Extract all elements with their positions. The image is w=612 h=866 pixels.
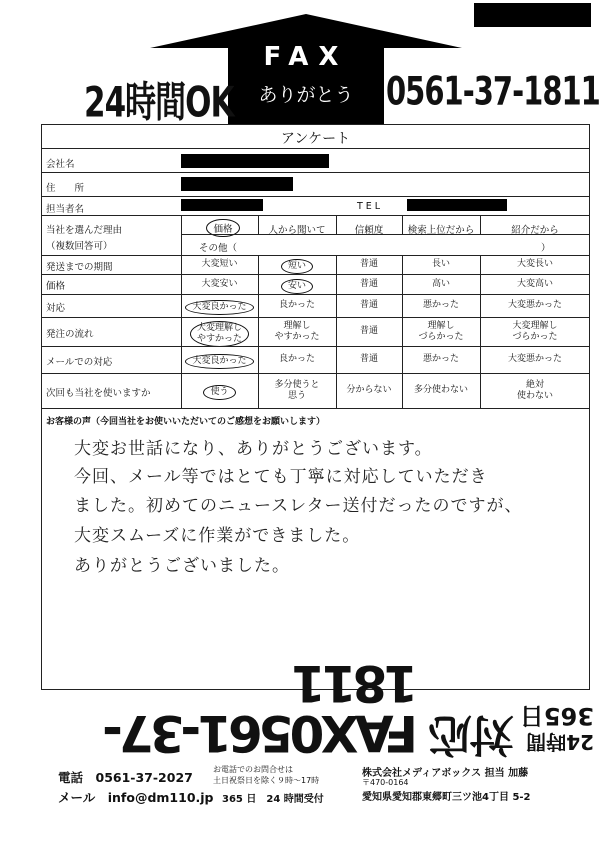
rating-option	[336, 300, 402, 311]
rating-option	[336, 354, 402, 365]
rating-option	[480, 354, 590, 365]
col-line	[402, 215, 403, 234]
company-label: 会社名	[46, 159, 75, 170]
rating-row-label: 対応	[46, 302, 66, 314]
footer-taiou: 対応	[430, 709, 514, 760]
rating-option	[480, 321, 590, 343]
row-divider	[41, 408, 590, 409]
circled-answer: 大変良かった	[185, 300, 253, 315]
reason-opt-2: 人から聞いて	[268, 225, 326, 236]
rating-option-text: 大変悪かった	[507, 300, 562, 310]
rating-option-text: 悪かった	[422, 354, 459, 364]
rating-option	[402, 300, 480, 311]
comment-line-4: 大変スムーズに作業ができました。	[74, 526, 361, 546]
reason-opt-3: 信頼度	[354, 225, 384, 236]
rating-option-text: 理解し づらかった	[418, 320, 464, 342]
rating-option	[181, 300, 258, 315]
rating-option-text: 分からない	[346, 385, 392, 395]
rating-option-text: 絶対 使わない	[516, 379, 553, 401]
rating-option	[480, 380, 590, 402]
row-divider	[41, 373, 590, 374]
rating-option	[181, 354, 258, 369]
rating-option-text: 長い	[431, 259, 450, 269]
rating-option	[336, 259, 402, 270]
rating-option-text: 大変安い	[201, 278, 238, 289]
address-label: 住 所	[46, 183, 85, 194]
address-redacted	[181, 177, 293, 191]
fax-thanks: ありがとう	[258, 84, 354, 106]
footer-inquiry-2: 土日祝祭日を除く９時～17時	[213, 776, 320, 785]
footer-24h: 24時間	[526, 730, 594, 754]
rating-option-text: 良かった	[278, 300, 315, 310]
rating-option-text: 普通	[359, 326, 378, 336]
rating-option	[258, 354, 336, 365]
row-divider	[41, 196, 590, 197]
row-divider	[41, 346, 590, 347]
footer-365: 365日	[519, 702, 594, 730]
rating-row-label: メールでの対応	[46, 356, 113, 368]
rating-option-text: 悪かった	[422, 300, 459, 310]
rating-option-text: 普通	[359, 278, 378, 289]
rating-option	[258, 279, 336, 294]
rating-row-label: 価格	[46, 281, 66, 292]
rating-row-label: 発注の流れ	[46, 328, 94, 340]
footer-flipped-banner	[40, 654, 600, 762]
col-line	[480, 215, 481, 234]
rating-option	[402, 321, 480, 343]
form-title-divider	[41, 148, 590, 149]
rating-option-text: 大変高い	[516, 278, 553, 289]
reason-label: 当社を選んだ理由	[46, 225, 123, 236]
footer-zip: 〒470-0164	[362, 778, 409, 787]
header-24h-ok: 24時間OK	[84, 78, 234, 128]
rating-option-text: 大変短い	[201, 259, 238, 269]
comment-line-5: ありがとうございました。	[74, 556, 290, 576]
rating-row-label: 次回も当社を使いますか	[46, 387, 151, 399]
rating-option	[258, 321, 336, 343]
footer-mail: メール info@dm110.jp	[58, 790, 214, 805]
reason-other-close: ）	[541, 243, 551, 254]
company-redacted	[181, 154, 329, 168]
col-line	[181, 215, 182, 255]
footer-tel: 電話 0561-37-2027	[58, 770, 193, 785]
rating-option	[181, 259, 258, 270]
comment-label: お客様の声（今回当社をお使いいただいてのご感想をお願いします）	[46, 417, 326, 427]
rating-option	[480, 259, 590, 270]
rating-option-text: 理解し やすかった	[274, 320, 320, 342]
rating-option-text: 大変長い	[516, 259, 553, 269]
circled-answer: 使う	[203, 385, 235, 400]
comment-line-2: 今回、メール等ではとても丁寧に対応していただき	[74, 467, 488, 487]
rating-option-text: 大変悪かった	[507, 354, 562, 364]
row-divider	[41, 215, 590, 216]
footer-fax-number: FAX0561-37-1811	[106, 654, 418, 762]
rating-option	[336, 326, 402, 337]
circled-answer: 短い	[281, 259, 313, 274]
circled-answer: 大変理解し やすかった	[190, 321, 249, 347]
rating-option	[402, 385, 480, 396]
row-divider	[41, 172, 590, 173]
reason-other: その他（	[199, 243, 238, 254]
rating-option-text: 高い	[431, 278, 450, 289]
rating-option-text: 良かった	[278, 354, 315, 364]
col-line	[258, 215, 259, 234]
footer-company: 株式会社メディアボックス 担当 加藤	[362, 768, 529, 779]
rating-option-text: 多分使うと 思う	[274, 379, 320, 401]
rating-option	[258, 380, 336, 402]
rating-option	[258, 300, 336, 311]
person-redacted	[181, 199, 263, 211]
rating-option	[480, 300, 590, 311]
rating-option	[181, 385, 258, 400]
rating-option	[402, 259, 480, 270]
header-fax-number: 0561-37-1811	[386, 68, 600, 114]
rating-option	[402, 354, 480, 365]
rating-option-text: 多分使わない	[413, 385, 468, 395]
rating-option-text: 普通	[359, 300, 378, 310]
tel-label: TEL	[357, 201, 384, 212]
rating-option-text: 大変理解し づらかった	[512, 320, 558, 342]
reason-mid-divider	[181, 234, 590, 235]
footer-inquiry-1: お電話でのお問合せは	[213, 765, 293, 774]
rating-option	[402, 279, 480, 290]
comment-line-1: 大変お世話になり、ありがとうございます。	[74, 439, 433, 459]
row-divider	[41, 274, 590, 275]
rating-option	[258, 259, 336, 274]
col-line	[336, 215, 337, 234]
person-label: 担当者名	[46, 204, 85, 215]
footer-address: 愛知県愛知郡東郷町三ツ池4丁目 5-2	[362, 792, 531, 803]
reason-opt-4: 検索上位だから	[407, 225, 475, 236]
rating-option	[336, 385, 402, 396]
rating-option	[181, 321, 258, 347]
comment-line-3: ました。初めてのニュースレター送付だったのですが、	[74, 496, 523, 516]
row-divider	[41, 294, 590, 295]
footer-hours: 365 日 24 時間受付	[222, 794, 324, 805]
reason-opt-5: 紹介だから	[511, 225, 559, 236]
circled-answer: 安い	[281, 279, 313, 294]
circled-answer: 価格	[206, 219, 239, 237]
rating-option-text: 普通	[359, 354, 378, 364]
form-title: アンケート	[280, 131, 351, 147]
rating-option	[480, 279, 590, 290]
reason-sub: （複数回答可）	[46, 241, 113, 252]
rating-row-label: 発送までの期間	[46, 261, 113, 273]
rating-option	[336, 279, 402, 290]
rating-option	[181, 279, 258, 290]
circled-answer: 大変良かった	[185, 354, 253, 369]
tel-redacted	[407, 199, 507, 211]
rating-option-text: 普通	[359, 259, 378, 269]
fax-label: FAX	[263, 42, 349, 72]
redacted-block	[474, 3, 591, 27]
row-divider	[41, 317, 590, 318]
